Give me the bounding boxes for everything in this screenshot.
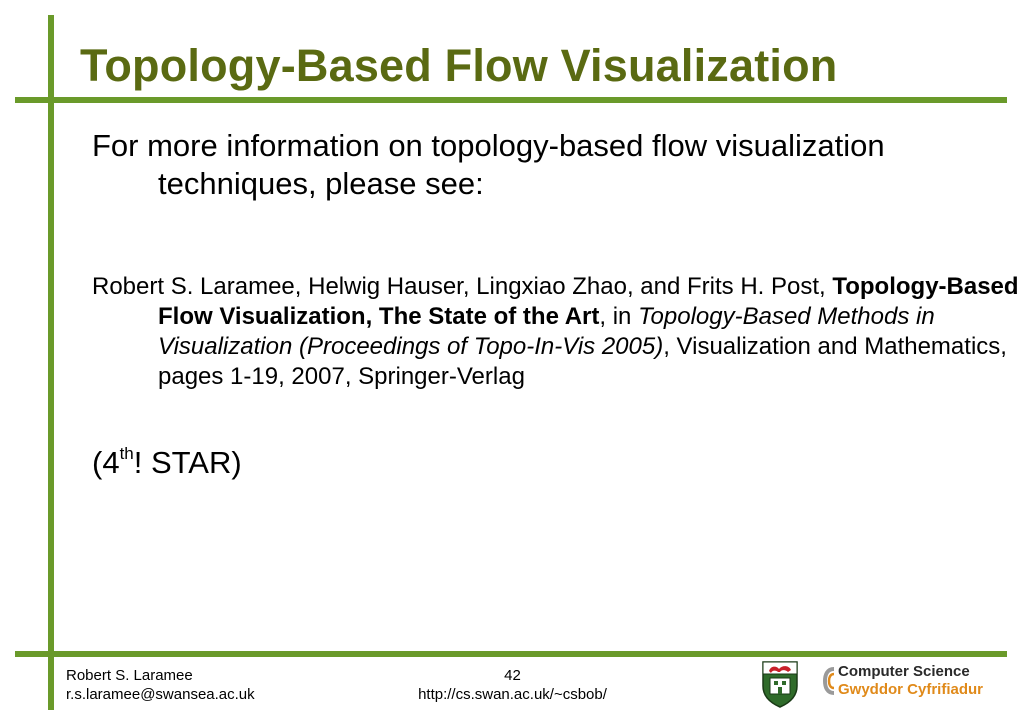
star-note bbox=[92, 444, 242, 482]
vertical-rule bbox=[48, 15, 54, 710]
university-crest-icon bbox=[761, 660, 799, 708]
footer-author: Robert S. Laramee bbox=[66, 667, 193, 684]
footer-author-block bbox=[66, 666, 255, 704]
department-name-welsh: Gwyddor Cyfrifiadur bbox=[838, 681, 984, 698]
star-note-superscript: th bbox=[119, 444, 134, 463]
reference-in: , in bbox=[599, 303, 639, 330]
title-divider bbox=[15, 97, 1007, 103]
reference-book-title: Topology-Based Methods in Visualization (Proceedings of Topo-In-Vis 2005) bbox=[158, 303, 935, 360]
reference-authors: Robert S. Laramee, Helwig Hauser, Lingxiao Zhao, and Frits H. Post, bbox=[92, 273, 833, 300]
star-note-close: ! STAR) bbox=[133, 445, 242, 480]
slide-title: Topology-Based Flow Visualization bbox=[80, 40, 838, 91]
intro-text: For more information on topology-based flow visualization techniques, please see: bbox=[92, 128, 885, 201]
footer-email: r.s.laramee@swansea.ac.uk bbox=[66, 686, 255, 703]
reference-paper-title: Topology-Based Flow Visualization, The State of the Art bbox=[158, 273, 1019, 330]
footer-url: http://cs.swan.ac.uk/~csbob/ bbox=[418, 686, 607, 703]
computer-science-logo bbox=[822, 662, 1002, 702]
star-note-open: (4 bbox=[92, 445, 120, 480]
page-number: 42 bbox=[504, 667, 521, 684]
reference-details: , Visualization and Mathematics, pages 1-19, 2007, Springer-Verlag bbox=[158, 333, 1007, 390]
reference-citation bbox=[92, 272, 1024, 392]
department-name-english: Computer Science bbox=[838, 663, 970, 680]
footer-divider bbox=[15, 651, 1007, 657]
footer-center-block bbox=[380, 666, 645, 704]
